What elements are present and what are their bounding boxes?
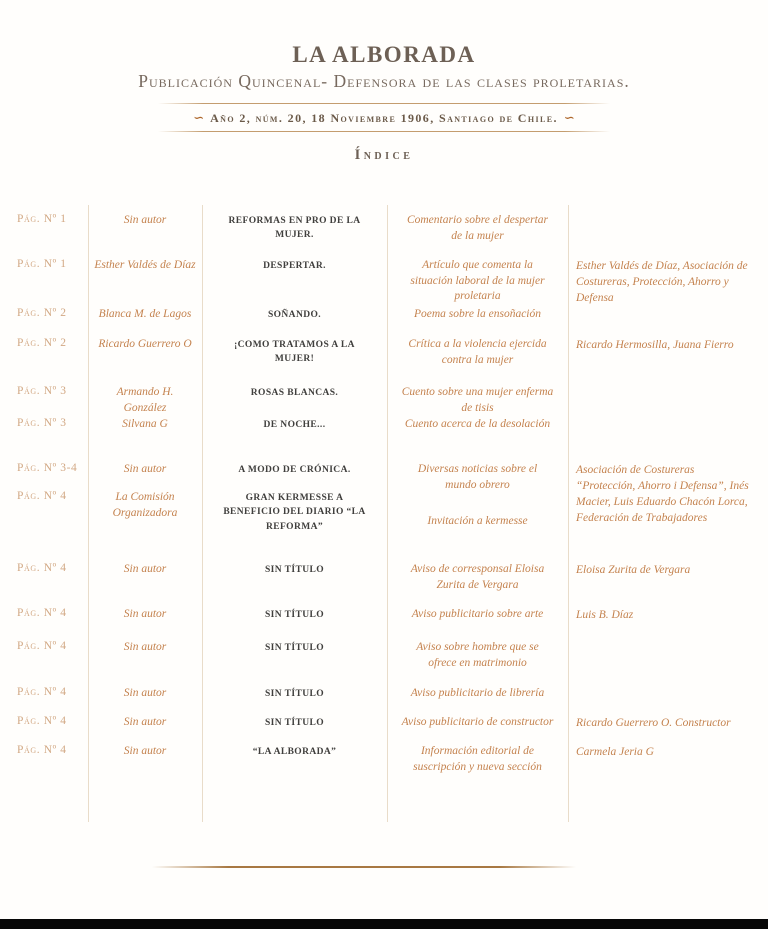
table-row <box>0 417 768 462</box>
masthead <box>0 0 768 164</box>
column-divider <box>88 205 89 822</box>
index-table <box>0 205 768 822</box>
table-row <box>0 607 768 640</box>
column-divider <box>568 205 569 822</box>
description-cell: Comentario sobre el despertar de la mujer <box>406 214 549 242</box>
issue-text: Año 2, núm. 20, 18 Noviembre 1906, Santiago de Chile. <box>210 111 558 125</box>
description-cell: Cuento sobre una mujer enferma de tisis <box>401 386 554 414</box>
title-cell: SIN TÍTULO <box>264 610 324 620</box>
title-cell: ¡COMO TRATAMOS A LA MUJER! <box>234 340 355 365</box>
page-cell: Pág. Nº 2 <box>17 307 67 319</box>
author-cell: Ricardo Guerrero O <box>98 338 192 350</box>
author-cell: Sin autor <box>123 214 167 226</box>
table-row <box>0 640 768 686</box>
title-cell: SIN TÍTULO <box>264 565 324 575</box>
description-cell: Aviso publicitario sobre arte <box>411 608 544 620</box>
description-cell: Aviso publicitario de librería <box>410 687 545 699</box>
page-cell: Pág. Nº 3 <box>17 417 67 429</box>
title-cell: SIN TÍTULO <box>264 643 324 653</box>
table-row <box>0 258 768 307</box>
title-cell: DE NOCHE... <box>263 420 326 430</box>
page-cell: Pág. Nº 4 <box>17 562 67 574</box>
title-cell: GRAN KERMESSE A BENEFICIO DEL DIARIO “LA REFORMA” <box>223 493 366 532</box>
description-cell: Aviso de corresponsal Eloisa Zurita de Vergara <box>410 563 545 591</box>
author-cell: Sin autor <box>123 716 167 728</box>
table-row <box>0 744 768 822</box>
table-row <box>0 562 768 607</box>
author-cell: Sin autor <box>123 463 167 475</box>
author-cell: Blanca M. de Lagos <box>98 308 192 320</box>
table-row <box>0 686 768 715</box>
page-cell: Pág. Nº 3-4 <box>17 462 78 474</box>
author-cell: Sin autor <box>123 745 167 757</box>
footer-rule <box>152 866 576 868</box>
notes-cell: Esther Valdés de Díaz, Asociación de Costureras, Protección, Ahorro y Defensa <box>576 260 748 305</box>
page-cell: Pág. Nº 4 <box>17 640 67 652</box>
table-row <box>0 213 768 258</box>
publication-subtitle: Publicación Quincenal- Defensora de las clases proletarias. <box>138 71 630 91</box>
title-cell: REFORMAS EN PRO DE LA MUJER. <box>228 216 361 241</box>
index-rows <box>0 213 768 822</box>
author-cell: Silvana G <box>122 418 168 430</box>
page-cell: Pág. Nº 4 <box>17 715 67 727</box>
page-cell: Pág. Nº 4 <box>17 607 67 619</box>
author-cell: Sin autor <box>123 641 167 653</box>
author-cell: Armando H. González <box>116 386 174 414</box>
page-cell: Pág. Nº 3 <box>17 385 67 397</box>
page-cell: Pág. Nº 2 <box>17 337 67 349</box>
title-cell: “LA ALBORADA” <box>252 747 337 757</box>
notes-cell: Carmela Jeria G <box>576 746 654 758</box>
description-cell: Invitación a kermesse <box>427 515 528 527</box>
notes-cell: Ricardo Guerrero O. Constructor <box>576 717 731 729</box>
page-cell: Pág. Nº 1 <box>17 258 67 270</box>
description-cell: Poema sobre la ensoñación <box>413 308 541 320</box>
issue-line <box>158 104 610 131</box>
description-cell: Aviso sobre hombre que se ofrece en matrimonio <box>416 641 539 669</box>
publication-title: LA ALBORADA <box>292 42 476 67</box>
column-divider <box>202 205 203 822</box>
description-cell: Cuento acerca de la desolación <box>404 418 551 430</box>
table-row <box>0 337 768 385</box>
table-row <box>0 307 768 337</box>
horizontal-rule-bottom <box>158 131 610 132</box>
author-cell: Esther Valdés de Díaz <box>94 259 196 271</box>
description-cell: Información editorial de suscripción y nueva sección <box>413 745 542 773</box>
index-heading: Índice <box>354 147 414 163</box>
title-cell: A MODO DE CRÓNICA. <box>238 465 351 475</box>
author-cell: La Comisión Organizadora <box>112 491 178 519</box>
description-cell: Crítica a la violencia ejercida contra la mujer <box>408 338 547 366</box>
notes-cell: Asociación de Costureras “Protección, Ahorro i Defensa”, Inés Macier, Luis Eduardo Chacón Lorca, Federación de Trabajadores <box>576 464 749 525</box>
title-cell: DESPERTAR. <box>263 261 326 271</box>
squiggle-ornament-icon: ∽ <box>193 110 205 125</box>
description-cell: Artículo que comenta la situación laboral de la mujer proletaria <box>410 259 545 303</box>
bottom-black-bar <box>0 919 768 929</box>
notes-cell: Luis B. Díaz <box>576 609 634 621</box>
table-row <box>0 385 768 417</box>
title-cell: SIN TÍTULO <box>264 689 324 699</box>
author-cell: Sin autor <box>123 608 167 620</box>
issue-rule-block <box>158 103 610 132</box>
squiggle-ornament-icon: ∽ <box>563 110 575 125</box>
title-cell: SIN TÍTULO <box>264 718 324 728</box>
author-cell: Sin autor <box>123 687 167 699</box>
title-cell: ROSAS BLANCAS. <box>250 388 339 398</box>
description-cell: Aviso publicitario de constructor <box>401 716 554 728</box>
notes-cell: Eloisa Zurita de Vergara <box>576 564 691 576</box>
page-cell: Pág. Nº 4 <box>17 490 67 502</box>
author-cell: Sin autor <box>123 563 167 575</box>
column-divider <box>387 205 388 822</box>
page-cell: Pág. Nº 1 <box>17 213 67 225</box>
notes-cell: Ricardo Hermosilla, Juana Fierro <box>576 339 734 351</box>
title-cell: SOÑANDO. <box>267 310 322 320</box>
page-cell: Pág. Nº 4 <box>17 686 67 698</box>
table-row <box>0 715 768 744</box>
page-cell: Pág. Nº 4 <box>17 744 67 756</box>
description-cell: Diversas noticias sobre el mundo obrero <box>417 463 538 491</box>
